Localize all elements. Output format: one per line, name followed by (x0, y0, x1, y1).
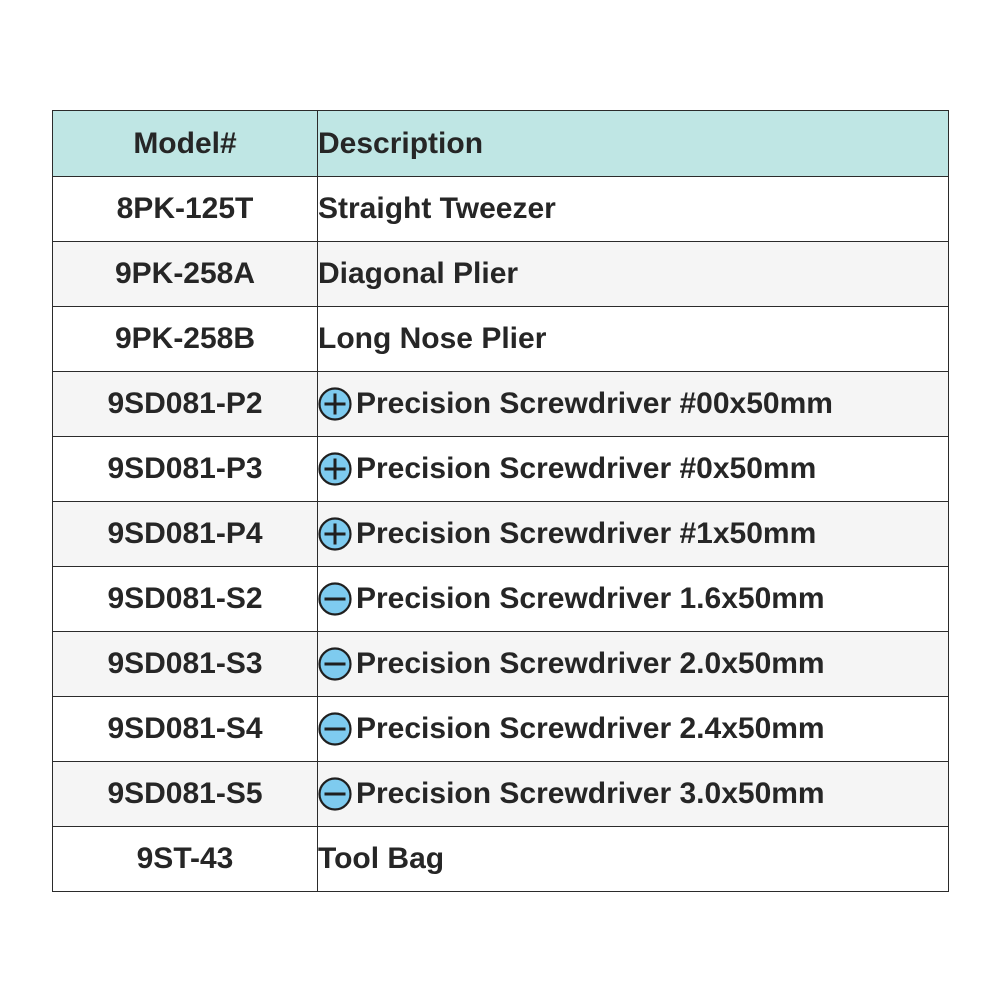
model-cell: 9SD081-P2 (53, 372, 318, 437)
table-row (53, 242, 949, 307)
description-wrap (318, 712, 948, 746)
header-description: Description (318, 111, 949, 177)
description-wrap (318, 517, 948, 551)
description-wrap (318, 257, 948, 291)
description-wrap (318, 387, 948, 421)
table-row (53, 567, 949, 632)
description-cell (318, 437, 949, 502)
description-text: Precision Screwdriver 1.6x50mm (356, 582, 825, 615)
table-row (53, 177, 949, 242)
description-wrap (318, 322, 948, 356)
description-text: Long Nose Plier (318, 322, 547, 355)
table-row (53, 307, 949, 372)
table-row (53, 372, 949, 437)
description-text: Diagonal Plier (318, 257, 519, 290)
model-cell: 9ST-43 (53, 827, 318, 892)
description-text: Precision Screwdriver 2.4x50mm (356, 712, 825, 745)
table-row (53, 762, 949, 827)
description-wrap (318, 452, 948, 486)
description-text: Precision Screwdriver #00x50mm (356, 387, 833, 420)
description-cell (318, 697, 949, 762)
description-text: Precision Screwdriver #1x50mm (356, 517, 817, 550)
model-cell: 9PK-258B (53, 307, 318, 372)
table-row (53, 502, 949, 567)
description-wrap (318, 777, 948, 811)
slotted-icon (318, 647, 352, 681)
description-wrap (318, 842, 948, 876)
phillips-icon (318, 517, 352, 551)
table-row (53, 697, 949, 762)
description-cell (318, 502, 949, 567)
slotted-icon (318, 777, 352, 811)
table-row (53, 827, 949, 892)
description-cell (318, 177, 949, 242)
table-header-row (53, 111, 949, 177)
description-text: Precision Screwdriver 2.0x50mm (356, 647, 825, 680)
header-model: Model# (53, 111, 318, 177)
model-cell: 9SD081-S4 (53, 697, 318, 762)
description-cell (318, 762, 949, 827)
description-wrap (318, 647, 948, 681)
phillips-icon (318, 452, 352, 486)
model-cell: 9SD081-S3 (53, 632, 318, 697)
model-cell: 9SD081-P4 (53, 502, 318, 567)
description-cell (318, 632, 949, 697)
description-text: Precision Screwdriver 3.0x50mm (356, 777, 825, 810)
model-cell: 9PK-258A (53, 242, 318, 307)
table-body (53, 177, 949, 892)
model-cell: 8PK-125T (53, 177, 318, 242)
table-row (53, 437, 949, 502)
spec-table (52, 110, 949, 892)
description-text: Precision Screwdriver #0x50mm (356, 452, 817, 485)
description-cell (318, 372, 949, 437)
description-wrap (318, 192, 948, 226)
description-cell (318, 242, 949, 307)
description-text: Tool Bag (318, 842, 445, 875)
phillips-icon (318, 387, 352, 421)
description-cell (318, 567, 949, 632)
description-cell (318, 827, 949, 892)
description-wrap (318, 582, 948, 616)
slotted-icon (318, 582, 352, 616)
table-row (53, 632, 949, 697)
slotted-icon (318, 712, 352, 746)
description-cell (318, 307, 949, 372)
model-cell: 9SD081-P3 (53, 437, 318, 502)
description-text: Straight Tweezer (318, 192, 556, 225)
model-cell: 9SD081-S5 (53, 762, 318, 827)
model-cell: 9SD081-S2 (53, 567, 318, 632)
